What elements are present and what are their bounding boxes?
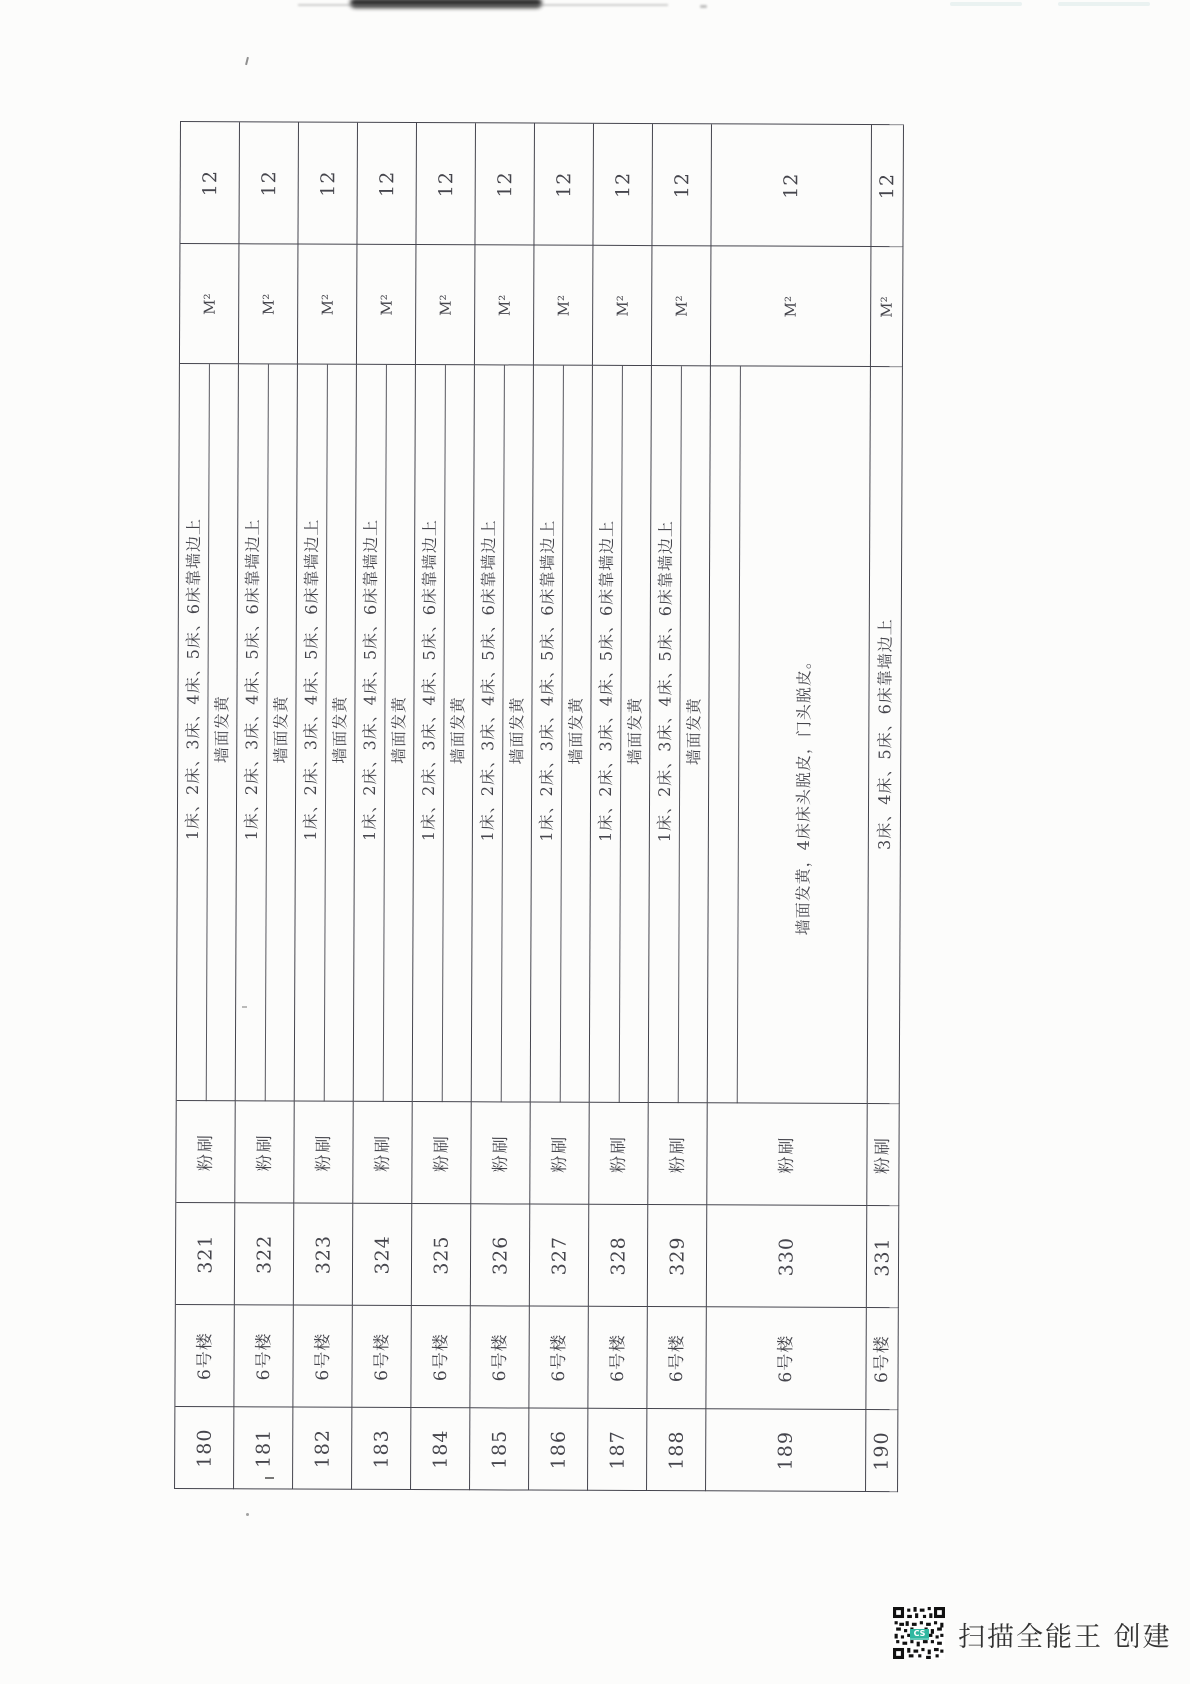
text-desc-line1-row187: 1床、2床、3床、4床、5床、6床靠墙边上 — [595, 519, 617, 842]
text-desc-row190: 3床、4床、5床、6床靠墙边上 — [874, 618, 895, 850]
scan-speck-artifact — [700, 5, 707, 8]
text-item-row180: 粉刷 — [195, 1133, 216, 1172]
watermark-text: 扫描全能王 创建 — [958, 1622, 1172, 1653]
text-desc-line1-row180: 1床、2床、3床、4床、5床、6床靠墙边上 — [182, 517, 204, 841]
text-desc-line2-row187: 墙面发黄 — [625, 696, 645, 766]
text-unit-row185: M² — [495, 294, 514, 317]
text-qty-row189: 12 — [780, 172, 803, 199]
text-room-row182: 323 — [311, 1234, 335, 1275]
text-seq-row180: 180 — [193, 1428, 216, 1468]
text-item-row185: 粉刷 — [490, 1134, 511, 1173]
text-seq-row184: 184 — [429, 1429, 452, 1469]
cell-desc-row189 — [708, 366, 871, 1104]
scan-dot-artifact — [246, 1513, 249, 1516]
text-unit-row182: M² — [318, 293, 337, 316]
text-desc-line1-row184: 1床、2床、3床、4床、5床、6床靠墙边上 — [418, 519, 440, 842]
text-desc-line2-row181: 墙面发黄 — [271, 695, 291, 764]
text-item-row183: 粉刷 — [372, 1133, 393, 1172]
scan-streak-artifact — [1058, 2, 1150, 6]
text-seq-row185: 185 — [488, 1429, 511, 1470]
text-room-row186: 327 — [547, 1235, 571, 1276]
text-desc-line1-row181: 1床、2床、3床、4床、5床、6床靠墙边上 — [241, 518, 263, 841]
text-building-row188: 6号楼 — [666, 1334, 687, 1383]
text-item-row189: 粉刷 — [776, 1135, 798, 1174]
text-qty-row181: 12 — [257, 170, 280, 197]
text-unit-row184: M² — [436, 294, 455, 316]
qr-cs-badge: CS — [910, 1629, 929, 1640]
text-qty-row180: 12 — [198, 169, 221, 197]
text-desc-line2-row188: 墙面发黄 — [684, 697, 704, 766]
text-desc-line2-row180: 墙面发黄 — [212, 695, 232, 764]
text-unit-row190: M² — [877, 296, 896, 318]
text-unit-row189: M² — [781, 295, 800, 318]
text-desc-line1-row188: 1床、2床、3床、4床、5床、6床靠墙边上 — [654, 520, 676, 843]
text-unit-row187: M² — [613, 295, 632, 317]
text-item-row182: 粉刷 — [313, 1133, 334, 1172]
text-seq-row187: 187 — [606, 1430, 629, 1470]
text-desc-row189: 墙面发黄，4床床头脱皮，门头脱皮。 — [792, 652, 814, 936]
text-desc-line2-row185: 墙面发黄 — [507, 696, 527, 765]
text-desc-line2-row184: 墙面发黄 — [448, 696, 468, 765]
text-building-row186: 6号楼 — [548, 1333, 569, 1382]
text-seq-row181: 181 — [252, 1428, 275, 1469]
text-seq-row182: 182 — [311, 1428, 334, 1469]
text-unit-row183: M² — [377, 294, 396, 316]
text-room-row187: 328 — [606, 1236, 630, 1276]
text-room-row184: 325 — [429, 1235, 453, 1275]
text-room-row183: 324 — [370, 1235, 394, 1275]
text-desc-line2-row182: 墙面发黄 — [330, 695, 350, 764]
text-room-row190: 331 — [871, 1237, 894, 1277]
text-room-row189: 330 — [775, 1236, 798, 1277]
text-seq-row188: 188 — [665, 1430, 688, 1470]
text-building-row183: 6号楼 — [371, 1332, 392, 1381]
text-qty-row184: 12 — [434, 171, 457, 198]
scan-streak-artifact — [950, 2, 1022, 6]
maintenance-table — [174, 121, 904, 1492]
text-unit-row180: M² — [200, 293, 219, 315]
text-building-row185: 6号楼 — [489, 1333, 510, 1382]
text-qty-row183: 12 — [375, 170, 398, 198]
text-building-row180: 6号楼 — [194, 1332, 215, 1381]
text-qty-row188: 12 — [670, 172, 693, 199]
text-item-row186: 粉刷 — [549, 1134, 570, 1173]
text-seq-row183: 183 — [370, 1429, 393, 1469]
text-room-row181: 322 — [252, 1234, 276, 1275]
text-item-row190: 粉刷 — [872, 1136, 894, 1175]
text-desc-line1-row182: 1床、2床、3床、4床、5床、6床靠墙边上 — [300, 518, 322, 841]
text-qty-row182: 12 — [316, 170, 339, 197]
text-item-row187: 粉刷 — [608, 1134, 629, 1173]
text-unit-row181: M² — [259, 293, 278, 316]
text-building-row189: 6号楼 — [776, 1334, 797, 1383]
text-building-row190: 6号楼 — [872, 1335, 893, 1384]
text-desc-line1-row183: 1床、2床、3床、4床、5床、6床靠墙边上 — [359, 518, 381, 841]
text-item-row184: 粉刷 — [431, 1134, 452, 1173]
text-building-row182: 6号楼 — [312, 1332, 333, 1381]
text-room-row185: 326 — [488, 1235, 512, 1276]
text-building-row187: 6号楼 — [607, 1333, 628, 1382]
text-qty-row185: 12 — [493, 171, 516, 198]
scan-tick-artifact — [245, 57, 249, 65]
text-desc-line2-row186: 墙面发黄 — [566, 696, 586, 765]
text-seq-row189: 189 — [774, 1430, 797, 1471]
text-unit-row188: M² — [672, 295, 691, 317]
text-item-row181: 粉刷 — [254, 1133, 275, 1172]
text-building-row181: 6号楼 — [253, 1332, 274, 1381]
text-seq-row186: 186 — [547, 1429, 570, 1470]
text-desc-line1-row186: 1床、2床、3床、4床、5床、6床靠墙边上 — [536, 519, 558, 842]
text-seq-row190: 190 — [870, 1431, 893, 1471]
text-desc-line2-row183: 墙面发黄 — [389, 695, 409, 765]
text-qty-row190: 12 — [876, 172, 899, 200]
text-item-row188: 粉刷 — [667, 1135, 688, 1174]
text-unit-row186: M² — [554, 294, 573, 317]
text-building-row184: 6号楼 — [430, 1333, 451, 1382]
text-room-row180: 321 — [193, 1234, 217, 1274]
text-room-row188: 329 — [665, 1236, 689, 1276]
text-qty-row187: 12 — [611, 171, 634, 199]
text-qty-row186: 12 — [552, 171, 575, 198]
scan-smudge-tail-artifact — [298, 4, 668, 6]
text-desc-line1-row185: 1床、2床、3床、4床、5床、6床靠墙边上 — [477, 519, 499, 842]
